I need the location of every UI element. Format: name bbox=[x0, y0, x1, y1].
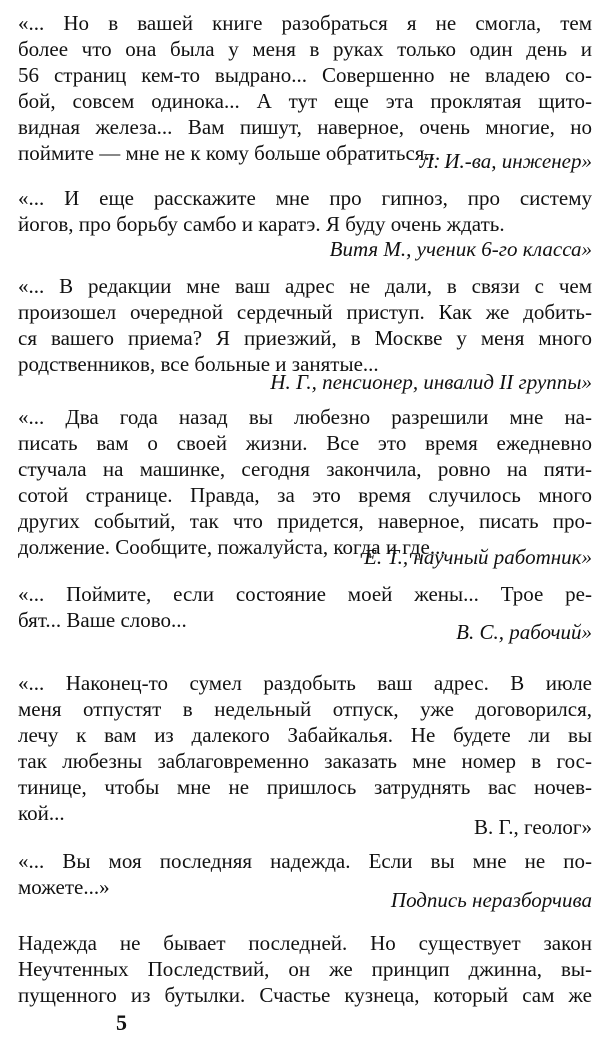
letter-5-signature: В. С., рабочий» bbox=[456, 620, 592, 644]
letter-3-signature: Н. Г., пенсионер, инвалид II группы» bbox=[270, 370, 592, 394]
letter-4-signature: Е. Т., научный работник» bbox=[364, 545, 592, 569]
text-line: кой... bbox=[18, 801, 65, 825]
text-line: ся вашего приема? Я приезжий, в Москве у меня много bbox=[18, 326, 592, 350]
text-line: «... В редакции мне ваш адрес не дали, в связи с чем bbox=[18, 274, 592, 298]
closing-paragraph bbox=[18, 930, 592, 1008]
text-line: более что она была у меня в руках только один день и bbox=[18, 37, 592, 61]
letter-1-text bbox=[18, 10, 592, 166]
page-number: 5 bbox=[116, 1010, 127, 1035]
text-line: «... Поймите, если состояние моей жены... Трое ре- bbox=[18, 582, 592, 606]
text-line: «... Но в вашей книге разобраться я не смогла, тем bbox=[18, 11, 592, 35]
letter-3-text bbox=[18, 273, 592, 377]
text-line: родственников, все больные и занятые... bbox=[18, 352, 379, 376]
text-line: «... Два года назад вы любезно разрешили мне на- bbox=[18, 405, 592, 429]
text-line: йогов, про борьбу самбо и каратэ. Я буду очень ждать. bbox=[18, 212, 505, 236]
text-line: 56 страниц кем-то выдрано... Совершенно не владею со- bbox=[18, 63, 592, 87]
text-line: бят... Ваше слово... bbox=[18, 608, 187, 632]
text-line: «... И еще расскажите мне про гипноз, про систему bbox=[18, 186, 592, 210]
text-line: Надежда не бывает последней. Но существует закон bbox=[18, 931, 592, 955]
text-line: тинице, чтобы мне не пришлось затруднять вас ночев- bbox=[18, 775, 592, 799]
text-line: «... Наконец-то сумел раздобыть ваш адрес. В июле bbox=[18, 671, 592, 695]
text-line: бой, совсем одинока... А тут еще эта проклятая щито- bbox=[18, 89, 592, 113]
letter-2-signature: Витя М., ученик 6-го класса» bbox=[329, 237, 592, 261]
text-line: поймите — мне не к кому больше обратиться... bbox=[18, 141, 441, 165]
letter-7-signature: Подпись неразборчива bbox=[390, 888, 592, 912]
text-line: Неучтенных Последствий, он же принцип джинна, вы- bbox=[18, 957, 592, 981]
text-line: лечу к вам из далекого Забайкалья. Не будете ли вы bbox=[18, 723, 592, 747]
text-line: так любезны заблаговременно заказать мне номер в гос- bbox=[18, 749, 592, 773]
letter-2-text bbox=[18, 185, 592, 237]
letter-1-signature: Л. И.-ва, инженер» bbox=[419, 149, 592, 173]
text-line: сотой странице. Правда, за это время случилось много bbox=[18, 483, 592, 507]
text-line: должение. Сообщите, пожалуйста, когда и где... bbox=[18, 535, 446, 559]
text-line: «... Вы моя последняя надежда. Если вы мне не по- bbox=[18, 849, 592, 873]
letter-6-signature: В. Г., геолог» bbox=[473, 815, 592, 839]
text-line: видная железа... Вам пишут, наверное, очень многие, но bbox=[18, 115, 592, 139]
text-line: можете...» bbox=[18, 875, 110, 899]
text-line: меня отпустят в недельный отпуск, уже договорился, bbox=[18, 697, 592, 721]
letter-4-text bbox=[18, 404, 592, 560]
text-line: стучала на машинке, сегодня закончила, ровно на пяти- bbox=[18, 457, 592, 481]
text-line: пущенного из бутылки. Счастье кузнеца, который сам же bbox=[18, 983, 592, 1007]
letter-6-text bbox=[18, 670, 592, 826]
text-line: произошел очередной сердечный приступ. Как же добить- bbox=[18, 300, 592, 324]
text-line: писать вам о своей жизни. Все это время ежедневно bbox=[18, 431, 592, 455]
text-line: других событий, так что придется, наверное, писать про- bbox=[18, 509, 592, 533]
